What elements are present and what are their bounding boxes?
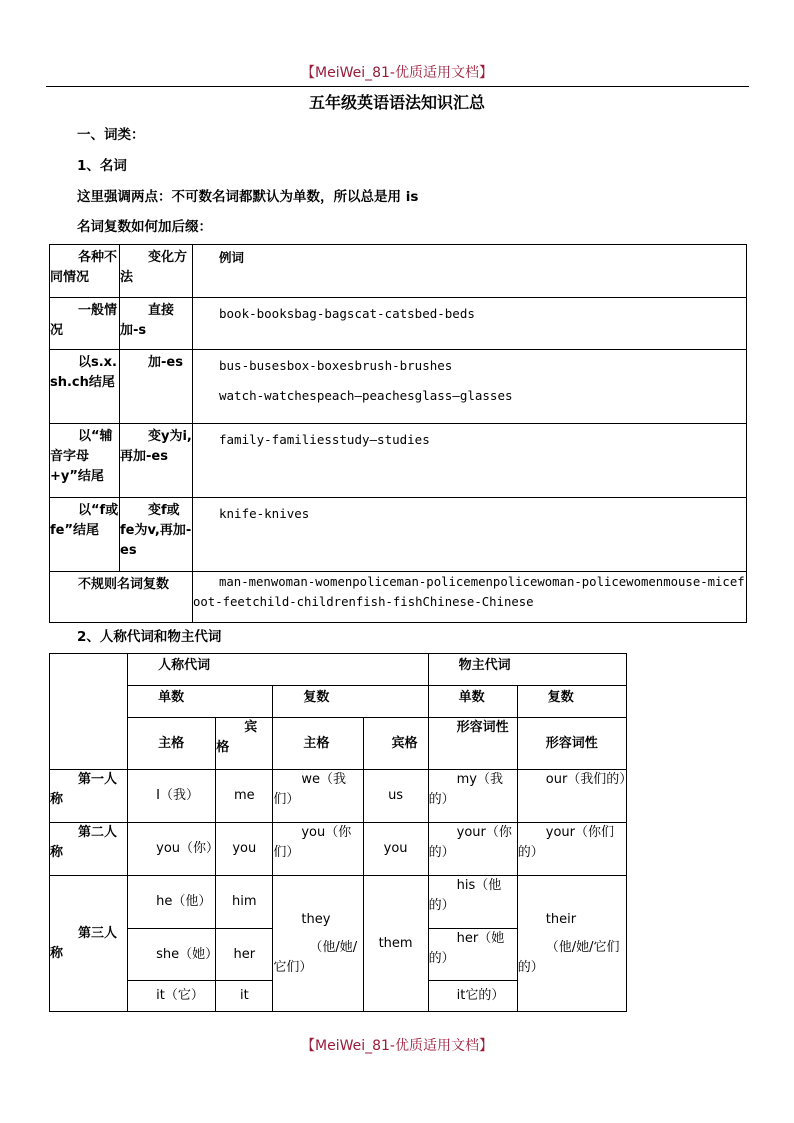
method-cell: 直接加-s <box>120 303 175 338</box>
table-row <box>50 718 627 770</box>
header-subject: 主格 <box>273 718 363 770</box>
paragraph: 这里强调两点：不可数名词都默认为单数，所以总是用 is <box>77 189 419 205</box>
method-cell: 变f或fe为v,再加-es <box>120 503 192 558</box>
pronoun-cell: you <box>232 841 257 856</box>
pronoun-cell: （他/她/它们的） <box>517 939 620 975</box>
header-adjective: 形容词性 <box>517 718 626 770</box>
example-text: man-menwoman-womenpoliceman-policemenpolicewoman-policewomenmouse-micefoot-feetchild-childrenfish-fishChinese-Chinese <box>193 575 745 609</box>
pronoun-cell: my（我的） <box>428 772 503 807</box>
pronoun-cell: I（我） <box>156 788 199 803</box>
pronoun-cell: me <box>233 788 255 803</box>
header-singular: 单数 <box>428 686 517 718</box>
table-row <box>50 572 747 623</box>
table-row <box>50 654 627 686</box>
table-header-cell: 例词 <box>193 245 747 298</box>
example-text: knife-knives <box>219 506 310 521</box>
pronoun-cell: him <box>232 894 257 909</box>
table-row <box>50 298 747 350</box>
method-cell: 加-es <box>148 355 183 370</box>
case-cell: 以s.x.sh.ch结尾 <box>50 355 118 390</box>
pronoun-cell: his（他的） <box>428 878 502 913</box>
table-row <box>50 823 627 876</box>
row-label-second-person: 第二人称 <box>50 825 118 860</box>
subsection-heading: 2、人称代词和物主代词 <box>77 629 222 645</box>
header-possessive: 物主代词 <box>428 654 626 686</box>
pronoun-cell: our（我们的） <box>545 772 633 787</box>
table-row <box>50 498 747 572</box>
pronoun-cell: her <box>233 946 256 962</box>
pronoun-cell: she（她） <box>156 946 219 962</box>
header-plural: 复数 <box>273 686 428 718</box>
header-singular: 单数 <box>128 686 273 718</box>
page-footer: 【MeiWei_81-优质适用文档】 <box>301 1038 493 1054</box>
table-row <box>50 876 627 929</box>
table-row <box>50 686 627 718</box>
example-text: watch-watchespeach—peachesglass—glasses <box>219 388 513 403</box>
case-cell: 以“辅音字母+y”结尾 <box>50 429 113 484</box>
pronoun-cell: their <box>545 911 577 927</box>
pronoun-cell: （他/她/它们） <box>273 939 358 975</box>
paragraph: 名词复数如何加后缀： <box>77 219 212 235</box>
header-divider <box>46 86 749 87</box>
case-cell: 不规则名词复数 <box>78 577 170 592</box>
table-row <box>50 245 747 298</box>
example-text: bus-busesbox-boxesbrush-brushes <box>219 358 453 373</box>
pronoun-cell: you（你们） <box>273 825 352 860</box>
table-header-cell: 各种不同情况 <box>50 245 120 298</box>
pronoun-cell: it（它） <box>156 988 204 1003</box>
page-header: 【MeiWei_81-优质适用文档】 <box>301 65 493 81</box>
plural-rules-table <box>49 244 747 623</box>
section-heading: 一、词类： <box>77 127 145 143</box>
pronoun-cell: he（他） <box>156 894 212 909</box>
table-row <box>50 350 747 424</box>
header-adjective: 形容词性 <box>456 720 509 735</box>
method-cell: 变y为i,再加-es <box>120 429 192 464</box>
header-plural: 复数 <box>517 686 626 718</box>
example-text: book-booksbag-bagscat-catsbed-beds <box>219 306 475 321</box>
pronoun-cell: you（你） <box>156 841 220 856</box>
pronoun-table <box>49 653 633 1012</box>
header-object: 宾格 <box>363 718 428 770</box>
pronoun-cell: them <box>378 935 413 951</box>
pronoun-cell: it它的） <box>456 988 505 1003</box>
document-title: 五年级英语语法知识汇总 <box>308 93 485 112</box>
table-row <box>50 424 747 498</box>
header-personal: 人称代词 <box>128 654 429 686</box>
pronoun-cell: we（我们） <box>273 772 346 807</box>
header-subject: 主格 <box>128 718 216 770</box>
table-header-cell: 变化方法 <box>120 245 193 298</box>
table-row <box>50 770 627 823</box>
case-cell: 以“f或fe”结尾 <box>50 503 119 538</box>
example-text: family-familiesstudy—studies <box>219 432 430 447</box>
pronoun-cell: us <box>388 788 404 803</box>
header-object: 宾格 <box>216 720 258 755</box>
pronoun-cell: your（你的） <box>428 825 512 860</box>
pronoun-cell: they <box>301 911 331 927</box>
case-cell: 一般情况 <box>50 303 118 338</box>
pronoun-cell: it <box>239 988 249 1003</box>
subsection-heading: 1、名词 <box>77 158 127 174</box>
pronoun-cell: your（你们的） <box>517 825 614 860</box>
row-label-first-person: 第一人称 <box>50 772 118 807</box>
row-label-third-person: 第三人称 <box>50 925 118 961</box>
pronoun-cell: you <box>383 841 408 856</box>
pronoun-cell: her（她的） <box>428 931 505 966</box>
